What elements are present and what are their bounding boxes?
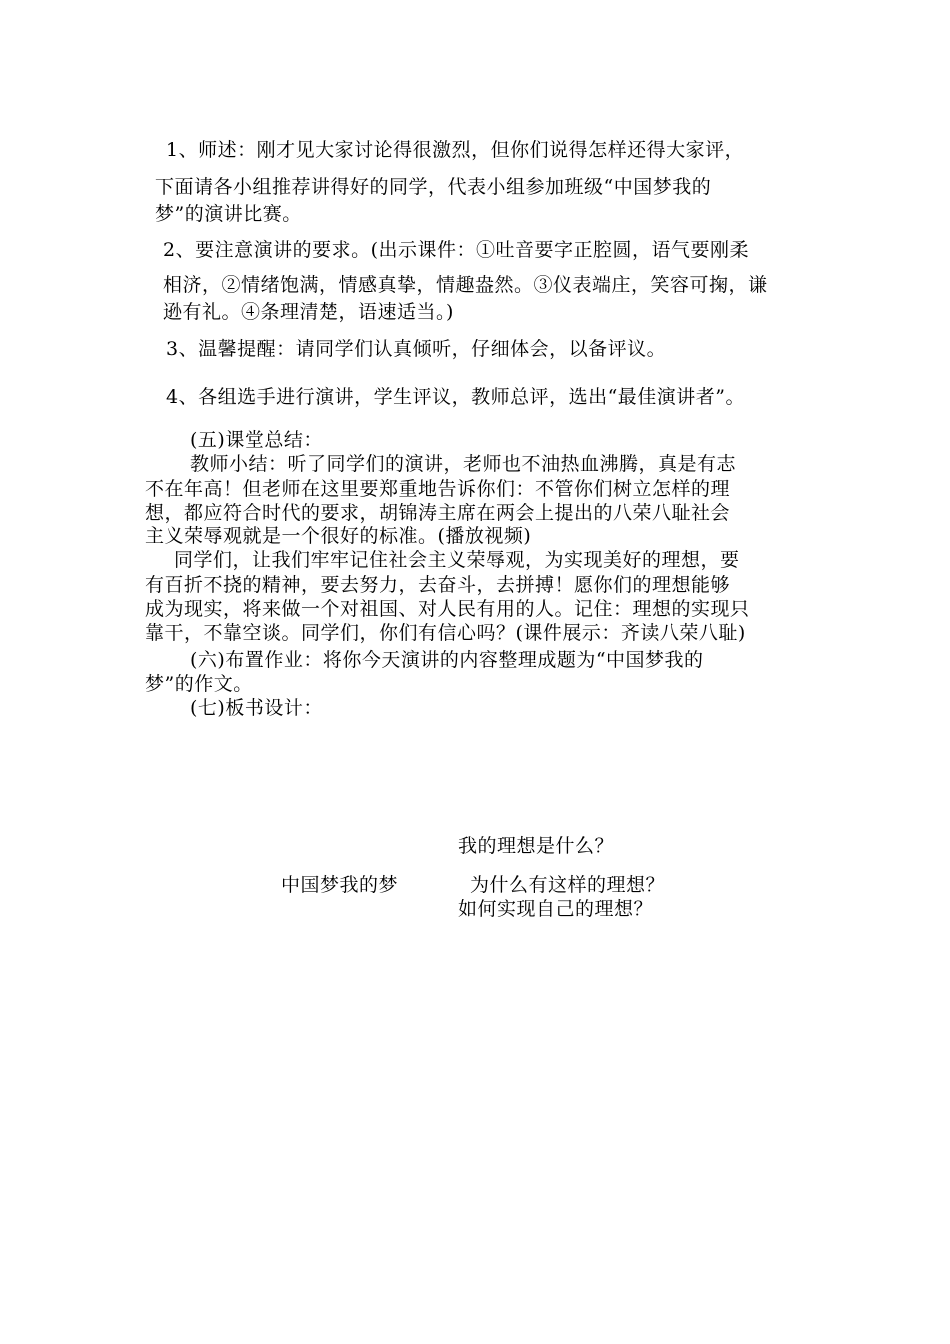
item-3-line-1: 3、温馨提醒：请同学们认真倾听，仔细体会，以备评议。 — [166, 338, 667, 360]
summary-line-1: 教师小结：听了同学们的演讲，老师也不油热血沸腾，真是有志 — [190, 453, 737, 475]
summary-line-5: 同学们，让我们牢牢记住社会主义荣辱观，为实现美好的理想，要 — [174, 549, 740, 571]
item-1-line-2: 下面请各小组推荐讲得好的同学，代表小组参加班级“中国梦我的 — [155, 176, 712, 198]
summary-line-6: 有百折不挠的精神，要去努力，去奋斗，去拼搏！愿你们的理想能够 — [145, 574, 731, 596]
board-design-heading: (七)板书设计： — [190, 697, 323, 719]
item-2-line-2: 相济，②情绪饱满，情感真挚，情趣盎然。③仪表端庄，笑容可掬，谦 — [163, 274, 768, 296]
summary-line-4: 主义荣辱观就是一个很好的标准。(播放视频) — [145, 525, 532, 547]
item-4-line-1: 4、各组选手进行演讲，学生评议，教师总评，选出“最佳演讲者”。 — [166, 386, 746, 408]
homework-line-1: (六)布置作业：将你今天演讲的内容整理成题为“中国梦我的 — [190, 649, 704, 671]
item-2-line-1: 2、要注意演讲的要求。(出示课件：①吐音要字正腔圆，语气要刚柔 — [163, 239, 750, 261]
item-2-line-3: 逊有礼。④条理清楚，语速适当。) — [163, 301, 454, 323]
summary-heading: (五)课堂总结： — [190, 429, 323, 451]
board-question-2: 为什么有这样的理想？ — [470, 874, 666, 896]
item-1-line-3: 梦”的演讲比赛。 — [155, 203, 302, 225]
summary-line-3: 想，都应符合时代的要求，胡锦涛主席在两会上提出的八荣八耻社会 — [145, 502, 731, 524]
summary-line-7: 成为现实，将来做一个对祖国、对人民有用的人。记住：理想的实现只 — [145, 598, 750, 620]
summary-line-2: 不在年高！但老师在这里要郑重地告诉你们：不管你们树立怎样的理 — [145, 478, 731, 500]
homework-line-2: 梦”的作文。 — [145, 673, 253, 695]
board-question-1: 我的理想是什么？ — [458, 835, 615, 857]
board-question-3: 如何实现自己的理想？ — [458, 898, 654, 920]
board-center-title: 中国梦我的梦 — [281, 874, 399, 896]
summary-line-8: 靠干，不靠空谈。同学们，你们有信心吗？(课件展示：齐读八荣八耻) — [145, 622, 746, 644]
item-1-line-1: 1、师述：刚才见大家讨论得很激烈，但你们说得怎样还得大家评， — [166, 139, 745, 161]
